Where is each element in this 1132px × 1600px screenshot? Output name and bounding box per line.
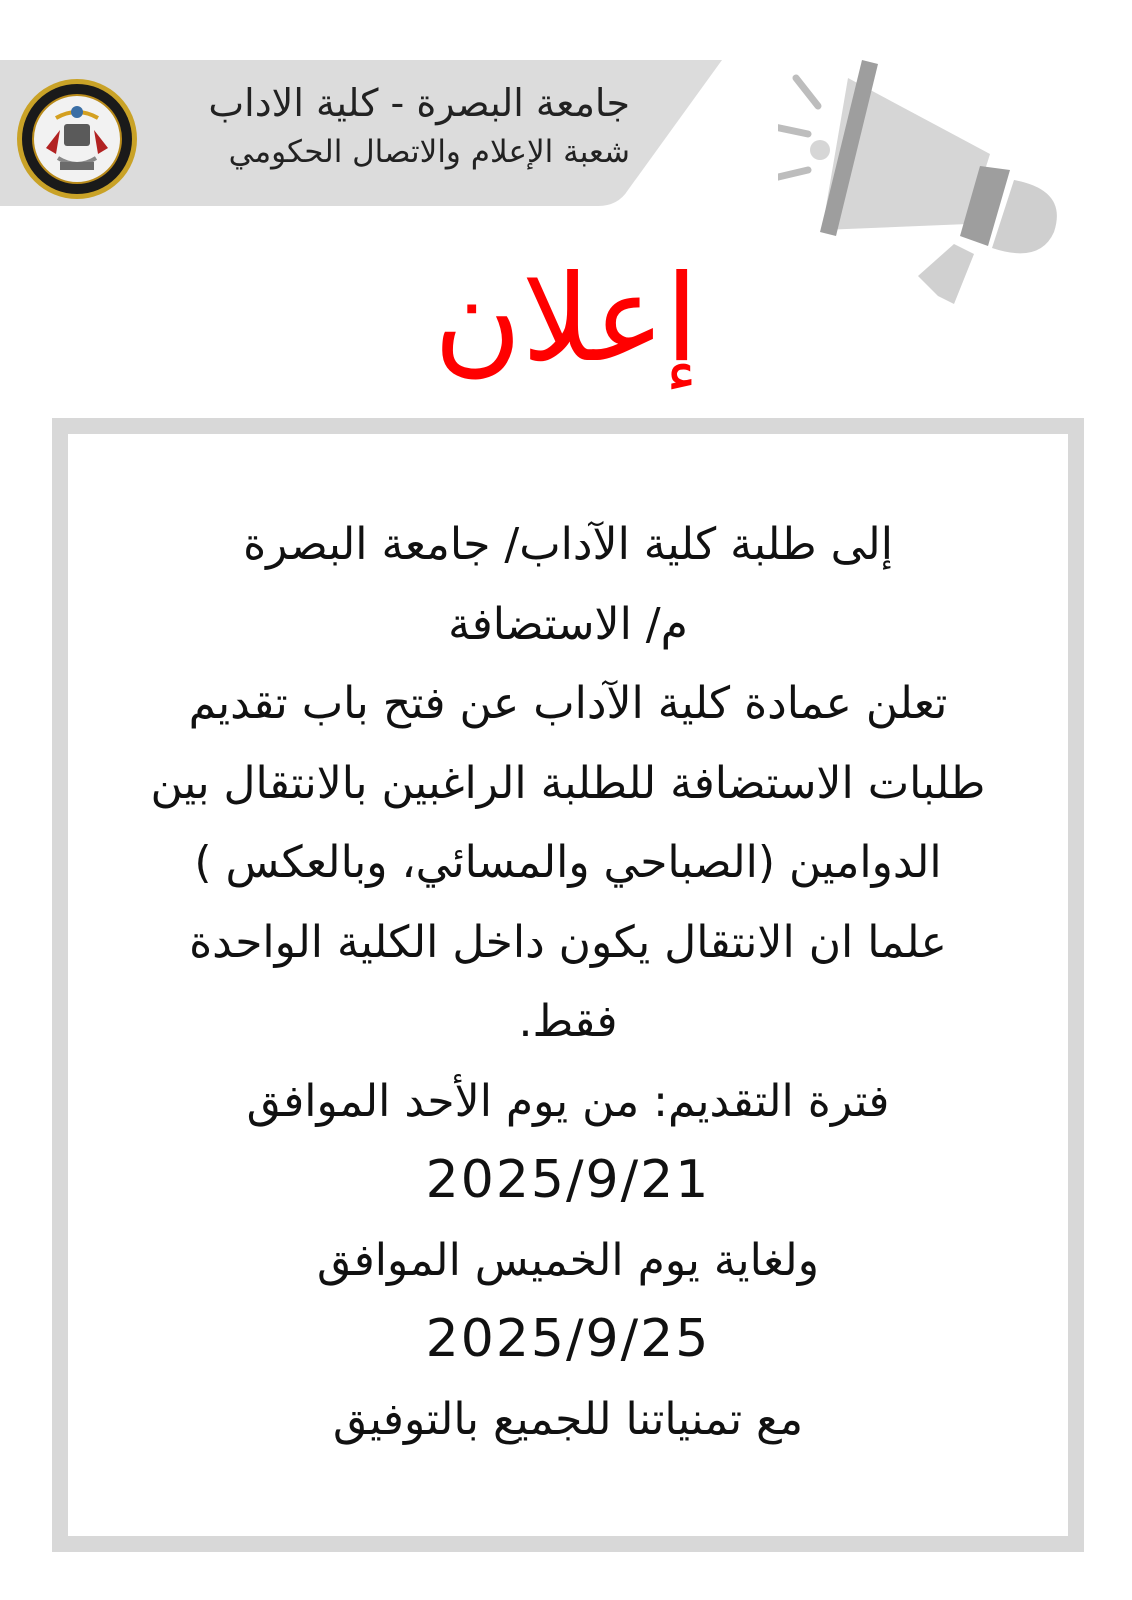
announcement-line-closing: مع تمنياتنا للجميع بالتوفيق bbox=[332, 1393, 804, 1445]
announcement-title: إعلان bbox=[433, 250, 699, 389]
announcement-end-date: 2025/9/25 bbox=[425, 1309, 711, 1369]
announcement-line-period: فترة التقديم: من يوم الأحد الموافق bbox=[246, 1075, 890, 1127]
header-text bbox=[110, 78, 630, 174]
announcement-line: تعلن عمادة كلية الآداب عن فتح باب تقديم bbox=[188, 678, 948, 729]
announcement-line-recipients: إلى طلبة كلية الآداب/ جامعة البصرة bbox=[243, 519, 893, 570]
announcement-line-until: ولغاية يوم الخميس الموافق bbox=[317, 1234, 819, 1286]
announcement-start-date: 2025/9/21 bbox=[425, 1150, 711, 1210]
announcement-line: علما ان الانتقال يكون داخل الكلية الواحدة bbox=[189, 916, 947, 968]
announcement-line: فقط. bbox=[518, 996, 618, 1047]
announcement-body bbox=[68, 505, 1068, 1459]
header-university-name: جامعة البصرة - كلية الاداب bbox=[208, 81, 630, 125]
announcement-line: طلبات الاستضافة للطلبة الراغبين بالانتقال بين bbox=[150, 757, 986, 809]
announcement-line-subject: م/ الاستضافة bbox=[448, 598, 688, 650]
header-department-name: شعبة الإعلام والاتصال الحكومي bbox=[228, 134, 630, 170]
announcement-line: الدوامين (الصباحي والمسائي، وبالعكس ) bbox=[194, 837, 942, 888]
